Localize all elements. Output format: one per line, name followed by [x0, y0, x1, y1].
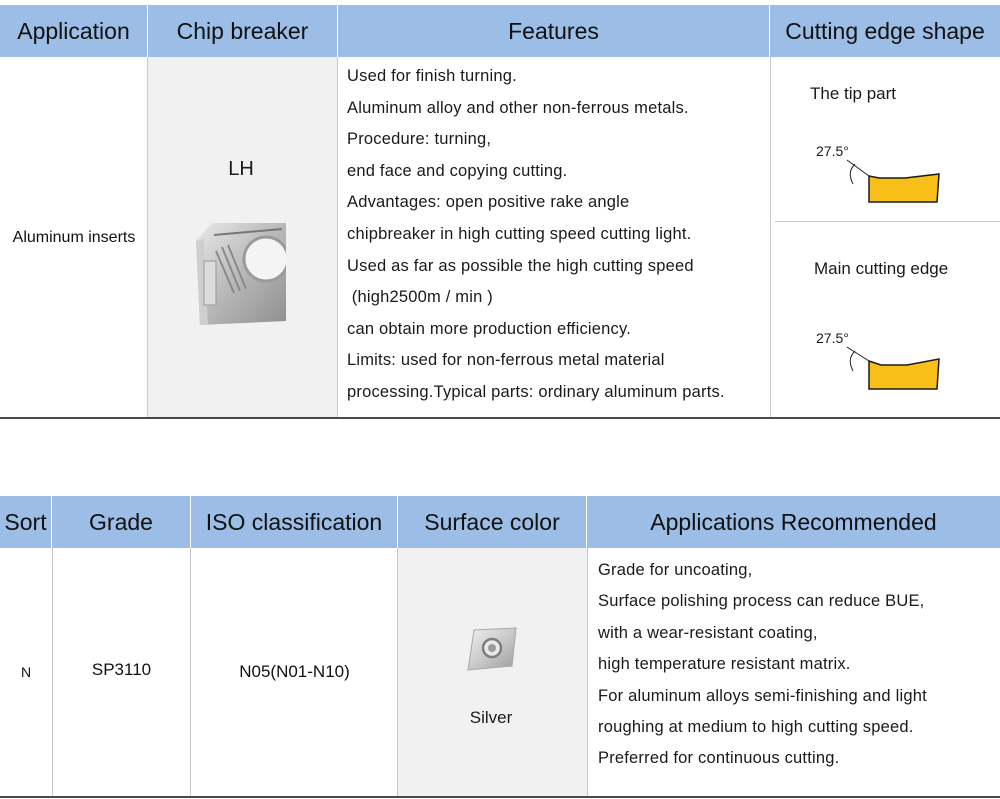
grid-line — [190, 548, 191, 796]
application-line: Grade for uncoating, — [598, 561, 753, 579]
header-surface-color: Surface color — [398, 496, 587, 548]
edge-label-tip: The tip part — [810, 84, 896, 103]
header-grade: Grade — [52, 496, 191, 548]
header-features: Features — [338, 5, 770, 57]
feature-line: chipbreaker in high cutting speed cutting light. — [347, 224, 692, 243]
application-line: Preferred for continuous cutting. — [598, 749, 840, 768]
chip-breaker-code: LH — [228, 158, 254, 180]
edge-angle-tip: 27.5° — [816, 143, 849, 159]
grid-line — [770, 57, 771, 418]
header-sort: Sort — [0, 496, 52, 548]
feature-line: Used for finish turning. — [347, 67, 517, 85]
grade-cell: SP3110 — [91, 660, 152, 679]
application-cell: Aluminum inserts — [12, 228, 136, 246]
feature-line: Used as far as possible the high cutting speed — [347, 256, 694, 275]
feature-line: can obtain more production efficiency. — [347, 319, 631, 338]
edge-label-main: Main cutting edge — [814, 259, 949, 278]
surface-color-label: Silver — [469, 708, 513, 727]
header-cutting-edge-shape: Cutting edge shape — [770, 5, 1000, 57]
grid-line — [147, 57, 148, 418]
application-line: Surface polishing process can reduce BUE, — [598, 592, 925, 611]
feature-line: Limits: used for non-ferrous metal material — [347, 351, 665, 370]
features-list — [347, 61, 769, 409]
application-line: For aluminum alloys semi-finishing and light — [598, 686, 927, 705]
tip-edge-diagram — [845, 158, 945, 206]
feature-line: end face and copying cutting. — [347, 161, 568, 180]
edge-angle-main: 27.5° — [816, 330, 849, 346]
surface-color-cell — [398, 548, 587, 796]
silver-insert-image — [464, 626, 520, 674]
feature-line: Advantages: open positive rake angle — [347, 193, 630, 212]
lh-insert-image — [194, 221, 286, 331]
header-application: Application — [0, 5, 148, 57]
feature-line: Aluminum alloy and other non-ferrous metals. — [347, 98, 689, 117]
feature-line: processing.Typical parts: ordinary aluminum parts. — [347, 382, 725, 401]
grid-line — [52, 548, 53, 796]
feature-line: Procedure: turning, — [347, 130, 492, 149]
application-line: with a wear-resistant coating, — [598, 623, 818, 642]
iso-cell: N05(N01-N10) — [239, 662, 350, 681]
table-bottom-border — [0, 796, 1000, 798]
sort-cell: N — [20, 664, 32, 680]
table-bottom-border — [0, 417, 1000, 419]
header-applications: Applications Recommended — [587, 496, 1000, 548]
grid-line — [337, 57, 338, 418]
grid-line — [397, 548, 398, 796]
edge-divider — [775, 221, 1000, 222]
application-line: high temperature resistant matrix. — [598, 655, 851, 674]
application-line: roughing at medium to high cutting speed. — [598, 717, 914, 736]
header-chip-breaker: Chip breaker — [148, 5, 338, 57]
chip-breaker-cell — [148, 57, 338, 418]
header-iso: ISO classification — [191, 496, 398, 548]
grid-line — [587, 548, 588, 796]
feature-line: (high2500m / min ) — [347, 288, 493, 307]
applications-list — [598, 555, 998, 775]
main-edge-diagram — [845, 345, 945, 393]
